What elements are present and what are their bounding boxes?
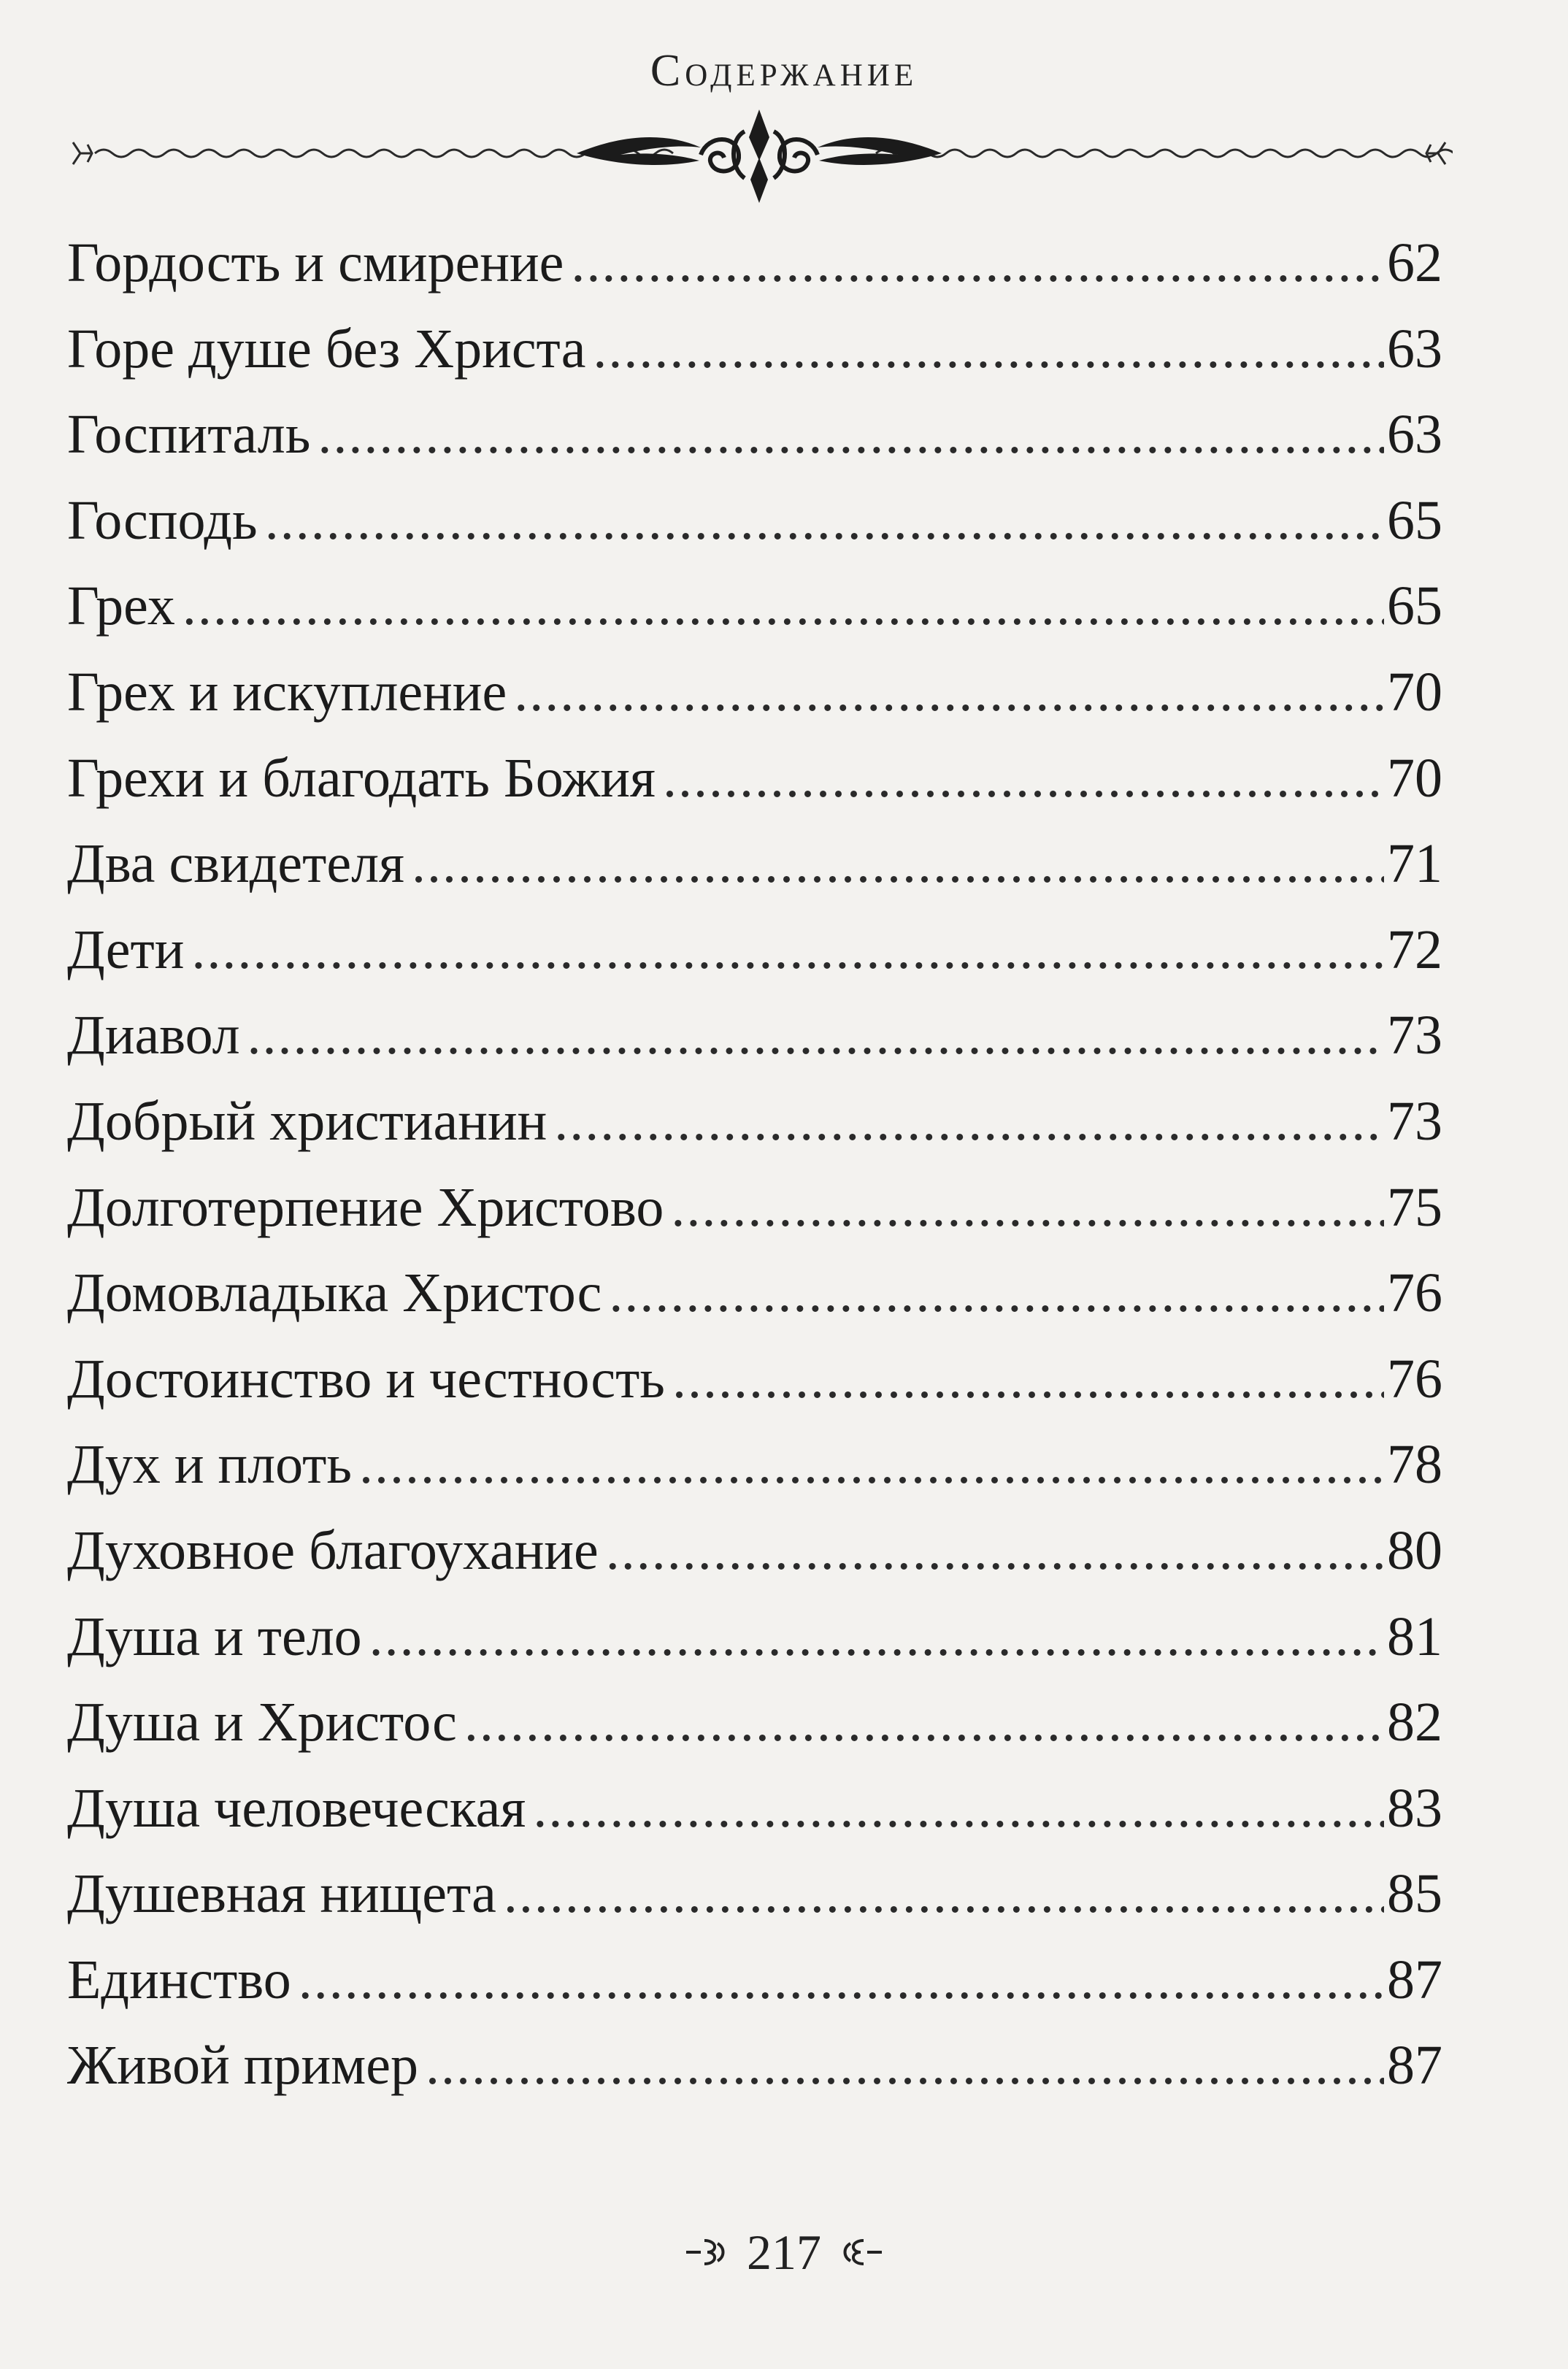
toc-entry [67, 478, 1442, 564]
toc-dot-leader [359, 1422, 1384, 1508]
toc-dot-leader [533, 1766, 1384, 1852]
toc-entry-title: Духовное благоухание [67, 1519, 599, 1581]
toc-dot-leader [609, 1251, 1384, 1337]
toc-entry-title: Душа и Христос [67, 1692, 457, 1754]
page-header-title: Содержание [650, 46, 918, 96]
toc-entry-title: Душа и тело [67, 1605, 362, 1667]
toc-entry [67, 1680, 1442, 1766]
toc-entry [67, 1851, 1442, 1938]
toc-entry-title: Грех и искупление [67, 661, 507, 723]
toc-entry [67, 1938, 1442, 2024]
toc-dot-leader [606, 1508, 1384, 1594]
toc-entry-title: Единство [67, 1948, 291, 2011]
toc-dot-leader [191, 907, 1384, 994]
toc-dot-leader [464, 1680, 1384, 1766]
toc-dot-leader [504, 1851, 1384, 1938]
toc-dot-leader [571, 220, 1384, 307]
toc-entry [67, 736, 1442, 822]
toc-entry-page: 62 [1387, 232, 1442, 293]
toc-entry-page: 65 [1387, 489, 1442, 551]
toc-entry-page: 65 [1387, 575, 1442, 637]
toc-entry-page: 87 [1387, 1948, 1442, 2011]
toc-entry-title: Домовладыка Христос [67, 1262, 602, 1324]
toc-entry [67, 821, 1442, 907]
toc-dot-leader [593, 307, 1384, 393]
toc-entry [67, 564, 1442, 650]
toc-entry [67, 2023, 1442, 2109]
toc-entry [67, 1251, 1442, 1337]
toc-entry-page: 70 [1387, 661, 1442, 723]
toc-dot-leader [554, 1079, 1384, 1165]
toc-entry-title: Дух и плоть [67, 1434, 352, 1496]
toc-entry [67, 1165, 1442, 1251]
toc-entry-page: 73 [1387, 1005, 1442, 1067]
right-flourish-icon [834, 2230, 885, 2274]
decorative-divider-ornament [66, 110, 1453, 204]
toc-dot-leader [369, 1594, 1384, 1681]
toc-entry-page: 73 [1387, 1090, 1442, 1152]
toc-entry-page: 81 [1387, 1605, 1442, 1667]
toc-entry-page: 72 [1387, 918, 1442, 980]
toc-entry [67, 650, 1442, 736]
toc-entry [67, 1079, 1442, 1165]
toc-dot-leader [672, 1337, 1384, 1423]
toc-entry-title: Гордость и смирение [67, 232, 564, 293]
toc-entry-title: Душа человеческая [67, 1777, 526, 1839]
toc-entry-page: 75 [1387, 1176, 1442, 1238]
toc-entry-page: 76 [1387, 1262, 1442, 1324]
toc-dot-leader [182, 564, 1384, 650]
toc-dot-leader [514, 650, 1384, 736]
toc-entry [67, 1337, 1442, 1423]
toc-entry-page: 71 [1387, 833, 1442, 895]
toc-entry-title: Два свидетеля [67, 833, 404, 895]
toc-dot-leader [318, 392, 1384, 478]
toc-entry-title: Господь [67, 489, 258, 551]
toc-entry-title: Грех [67, 575, 175, 637]
toc-entry [67, 1508, 1442, 1594]
left-flourish-icon [683, 2230, 734, 2274]
page-footer [0, 2219, 1568, 2285]
toc-entry-title: Добрый христианин [67, 1090, 547, 1152]
toc-dot-leader [265, 478, 1384, 564]
toc-entry-page: 76 [1387, 1348, 1442, 1410]
toc-entry-title: Долготерпение Христово [67, 1176, 664, 1238]
toc-entry-page: 63 [1387, 404, 1442, 466]
toc-entry [67, 1594, 1442, 1681]
toc-dot-leader [671, 1165, 1384, 1251]
toc-entry-title: Достоинство и честность [67, 1348, 665, 1410]
toc-entry-page: 87 [1387, 2035, 1442, 2097]
toc-entry-page: 63 [1387, 318, 1442, 380]
toc-entry-title: Живой пример [67, 2035, 418, 2097]
toc-entry-title: Грехи и благодать Божия [67, 747, 656, 809]
toc-dot-leader [412, 821, 1384, 907]
toc-entry [67, 993, 1442, 1079]
toc-dot-leader [663, 736, 1384, 822]
table-of-contents [67, 220, 1442, 2109]
toc-entry-title: Дети [67, 918, 185, 980]
toc-dot-leader [299, 1938, 1384, 2024]
toc-dot-leader [426, 2023, 1384, 2109]
toc-entry-page: 82 [1387, 1692, 1442, 1754]
toc-entry-page: 70 [1387, 747, 1442, 809]
toc-entry [67, 907, 1442, 994]
toc-entry-page: 83 [1387, 1777, 1442, 1839]
toc-entry [67, 392, 1442, 478]
toc-entry [67, 307, 1442, 393]
toc-entry-page: 78 [1387, 1434, 1442, 1496]
toc-entry-title: Душевная нищета [67, 1863, 496, 1925]
toc-entry [67, 1422, 1442, 1508]
toc-entry-title: Госпиталь [67, 404, 311, 466]
toc-dot-leader [247, 993, 1384, 1079]
toc-entry-title: Диавол [67, 1005, 240, 1067]
toc-entry-page: 85 [1387, 1863, 1442, 1925]
page-number: 217 [747, 2224, 821, 2280]
toc-entry [67, 220, 1442, 307]
toc-entry [67, 1766, 1442, 1852]
toc-entry-page: 80 [1387, 1519, 1442, 1581]
toc-entry-title: Горе душе без Христа [67, 318, 586, 380]
